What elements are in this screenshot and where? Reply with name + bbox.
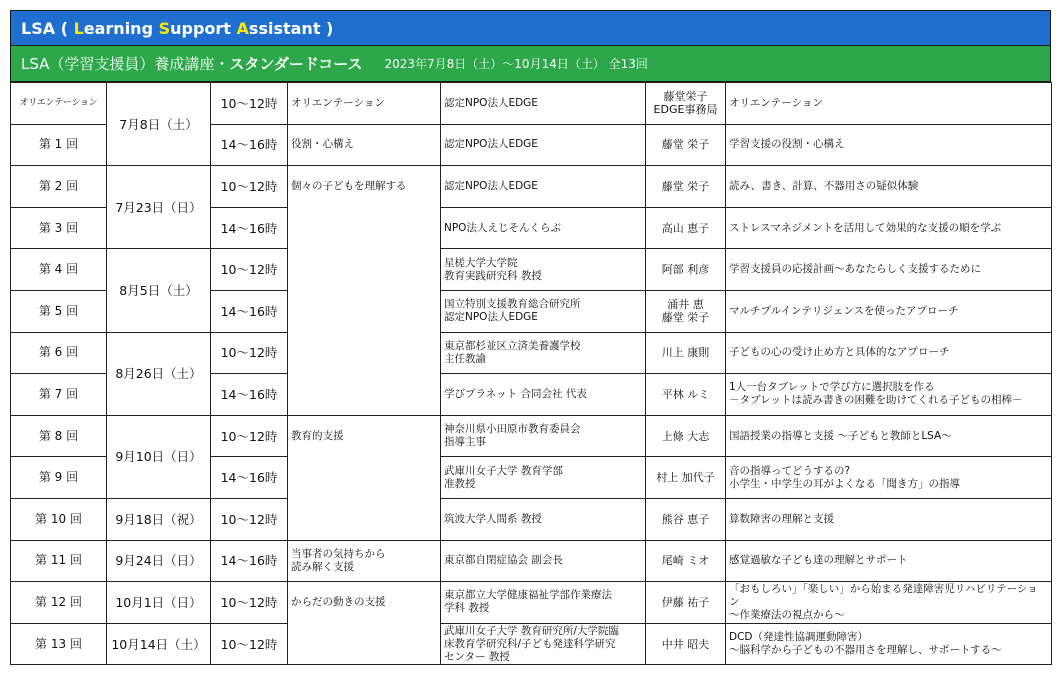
schedule-row bbox=[11, 83, 1052, 125]
session-number: 第 1 回 bbox=[11, 124, 107, 166]
session-date: 8月5日（土） bbox=[107, 249, 211, 332]
session-topic: 音の指導ってどうするの? 小学生・中学生の耳がよくなる「聞き方」の指導 bbox=[726, 457, 1052, 499]
title-letter-a: A bbox=[236, 18, 249, 38]
session-theme: 個々の子どもを理解する bbox=[288, 166, 441, 416]
lecturer-name: 尾崎 ミオ bbox=[646, 540, 726, 582]
session-date: 8月26日（土） bbox=[107, 332, 211, 415]
schedule-row bbox=[11, 623, 1052, 665]
lecturer-name: 上條 大志 bbox=[646, 415, 726, 457]
lecturer-name: 村上 加代子 bbox=[646, 457, 726, 499]
session-date: 7月23日（日） bbox=[107, 166, 211, 249]
session-date: 10月1日（日） bbox=[107, 582, 211, 624]
session-number: 第 7 回 bbox=[11, 374, 107, 416]
lecturer-affiliation: NPO法人えじそんくらぶ bbox=[441, 207, 646, 249]
course-dates: 2023年7月8日（土）～10月14日（土） 全13回 bbox=[384, 57, 648, 71]
session-topic: 「おもしろい」「楽しい」から始まる発達障害児リハビリテーション ～作業療法の視点から～ bbox=[726, 582, 1052, 624]
program-title bbox=[21, 19, 333, 38]
schedule-sheet bbox=[10, 10, 1051, 665]
lecturer-affiliation: 国立特別支援教育総合研究所 認定NPO法人EDGE bbox=[441, 290, 646, 332]
title-letter-l: L bbox=[73, 18, 84, 38]
session-topic: 感覚過敏な子ども達の理解とサポート bbox=[726, 540, 1052, 582]
schedule-row bbox=[11, 166, 1052, 208]
session-date: 9月24日（日） bbox=[107, 540, 211, 582]
session-time: 10～12時 bbox=[211, 498, 288, 540]
schedule-table bbox=[10, 82, 1052, 665]
session-time: 14～16時 bbox=[211, 207, 288, 249]
session-date: 9月18日（祝） bbox=[107, 498, 211, 540]
session-number: 第 2 回 bbox=[11, 166, 107, 208]
session-theme: 教育的支援 bbox=[288, 415, 441, 540]
session-theme: オリエンテーション bbox=[288, 83, 441, 125]
lecturer-name: 川上 康則 bbox=[646, 332, 726, 374]
lecturer-affiliation: 神奈川県小田原市教育委員会 指導主事 bbox=[441, 415, 646, 457]
session-time: 10～12時 bbox=[211, 332, 288, 374]
session-time: 14～16時 bbox=[211, 540, 288, 582]
lecturer-affiliation: 東京都杉並区立済美養護学校 主任教諭 bbox=[441, 332, 646, 374]
session-number: 第 8 回 bbox=[11, 415, 107, 457]
lecturer-affiliation: 東京都自閉症協会 副会長 bbox=[441, 540, 646, 582]
lecturer-affiliation: 東京都立大学健康福祉学部作業療法 学科 教授 bbox=[441, 582, 646, 624]
session-time: 10～12時 bbox=[211, 249, 288, 291]
session-time: 14～16時 bbox=[211, 124, 288, 166]
title-word-earning: earning bbox=[83, 18, 159, 38]
schedule-row bbox=[11, 540, 1052, 582]
course-title-bar bbox=[10, 46, 1051, 82]
schedule-row bbox=[11, 415, 1052, 457]
session-topic: マルチプルインテリジェンスを使ったアプローチ bbox=[726, 290, 1052, 332]
session-topic: 読み、書き、計算、不器用さの疑似体験 bbox=[726, 166, 1052, 208]
session-topic: 算数障害の理解と支援 bbox=[726, 498, 1052, 540]
session-number: 第 5 回 bbox=[11, 290, 107, 332]
session-date: 10月14日（土） bbox=[107, 623, 211, 665]
schedule-row bbox=[11, 498, 1052, 540]
session-time: 10～12時 bbox=[211, 166, 288, 208]
session-number: 第 9 回 bbox=[11, 457, 107, 499]
lecturer-affiliation: 認定NPO法人EDGE bbox=[441, 166, 646, 208]
session-topic: 学習支援の役割・心構え bbox=[726, 124, 1052, 166]
schedule-row bbox=[11, 249, 1052, 291]
lecturer-affiliation: 学びプラネット 合同会社 代表 bbox=[441, 374, 646, 416]
lecturer-name: 伊藤 祐子 bbox=[646, 582, 726, 624]
title-letter-s: S bbox=[158, 18, 171, 38]
lecturer-name: 中井 昭夫 bbox=[646, 623, 726, 665]
session-topic: ストレスマネジメントを活用して効果的な支援の順を学ぶ bbox=[726, 207, 1052, 249]
title-prefix: LSA ( bbox=[21, 18, 74, 38]
lecturer-name: 高山 恵子 bbox=[646, 207, 726, 249]
title-word-upport: upport bbox=[170, 18, 237, 38]
session-topic: DCD（発達性協調運動障害） ～脳科学から子どもの不器用さを理解し、サポートする～ bbox=[726, 623, 1052, 665]
session-time: 10～12時 bbox=[211, 582, 288, 624]
session-number: 第 12 回 bbox=[11, 582, 107, 624]
session-number: 第 3 回 bbox=[11, 207, 107, 249]
session-topic: 国語授業の指導と支援 ～子どもと教師とLSA～ bbox=[726, 415, 1052, 457]
session-date: 7月8日（土） bbox=[107, 83, 211, 166]
schedule-row bbox=[11, 582, 1052, 624]
lecturer-affiliation: 武庫川女子大学 教育学部 准教授 bbox=[441, 457, 646, 499]
session-number: 第 11 回 bbox=[11, 540, 107, 582]
session-number: 第 13 回 bbox=[11, 623, 107, 665]
schedule-row bbox=[11, 332, 1052, 374]
lecturer-name: 藤堂 栄子 bbox=[646, 166, 726, 208]
program-title-bar bbox=[10, 10, 1051, 46]
lecturer-affiliation: 認定NPO法人EDGE bbox=[441, 124, 646, 166]
session-date: 9月10日（日） bbox=[107, 415, 211, 498]
lecturer-name: 涌井 恵 藤堂 栄子 bbox=[646, 290, 726, 332]
session-number: 第 4 回 bbox=[11, 249, 107, 291]
session-theme: からだの動きの支援 bbox=[288, 582, 441, 665]
lecturer-affiliation: 認定NPO法人EDGE bbox=[441, 83, 646, 125]
session-number: 第 10 回 bbox=[11, 498, 107, 540]
session-number: オリエンテーション bbox=[11, 83, 107, 125]
session-theme: 役割・心構え bbox=[288, 124, 441, 166]
lecturer-name: 阿部 利彦 bbox=[646, 249, 726, 291]
session-topic: オリエンテーション bbox=[726, 83, 1052, 125]
course-title-main: LSA（学習支援員）養成講座・ bbox=[21, 55, 230, 73]
lecturer-name: 平林 ルミ bbox=[646, 374, 726, 416]
lecturer-affiliation: 筑波大学人間系 教授 bbox=[441, 498, 646, 540]
session-time: 14～16時 bbox=[211, 290, 288, 332]
session-time: 10～12時 bbox=[211, 623, 288, 665]
course-title-standard: スタンダードコース bbox=[229, 55, 363, 73]
session-time: 10～12時 bbox=[211, 415, 288, 457]
session-time: 14～16時 bbox=[211, 457, 288, 499]
lecturer-affiliation: 武庫川女子大学 教育研究所/大学院臨 床教育学研究科/子ども発達科学研究 センター 教授 bbox=[441, 623, 646, 665]
session-time: 10～12時 bbox=[211, 83, 288, 125]
session-topic: 学習支援員の応援計画～あなたらしく支援するために bbox=[726, 249, 1052, 291]
session-number: 第 6 回 bbox=[11, 332, 107, 374]
title-word-ssistant: ssistant ) bbox=[248, 18, 334, 38]
lecturer-affiliation: 星槎大学大学院 教育実践研究科 教授 bbox=[441, 249, 646, 291]
session-topic: 1人一台タブレットで学び方に選択肢を作る －タブレットは読み書きの困難を助けてくれる子どもの相棒－ bbox=[726, 374, 1052, 416]
lecturer-name: 藤堂 栄子 bbox=[646, 124, 726, 166]
lecturer-name: 熊谷 恵子 bbox=[646, 498, 726, 540]
session-time: 14～16時 bbox=[211, 374, 288, 416]
session-theme: 当事者の気持ちから 読み解く支援 bbox=[288, 540, 441, 582]
lecturer-name: 藤堂栄子 EDGE事務局 bbox=[646, 83, 726, 125]
session-topic: 子どもの心の受け止め方と具体的なアプローチ bbox=[726, 332, 1052, 374]
